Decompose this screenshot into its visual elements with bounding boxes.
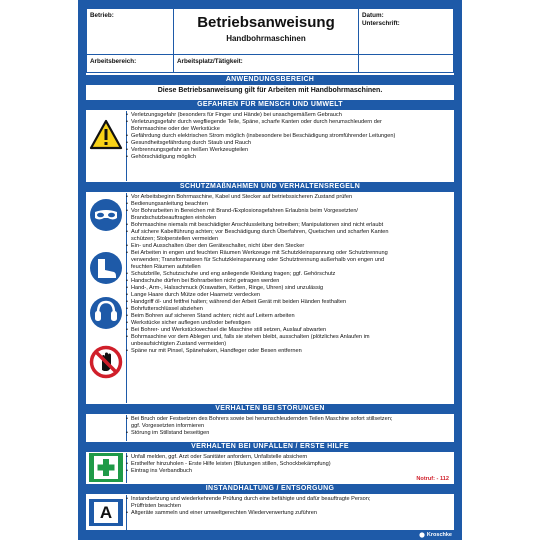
section-instandhaltung <box>86 495 454 530</box>
instandhaltung-list <box>126 496 452 517</box>
blank-field <box>358 54 454 73</box>
first-aid-icon <box>89 453 123 482</box>
list-item: verwenden; Transformatoren für Schutzkleinspannung oder Schutztrennung außerhalb von engen und <box>131 257 385 263</box>
datum-label: Datum: <box>362 12 384 19</box>
section-title-schutz: SCHUTZMAßNAHMEN UND VERHALTENSREGELN <box>86 182 454 192</box>
list-item: • Verbrennungsgefahr an heißen Werkzeugteilen <box>126 147 452 154</box>
page-title: Betriebsanweisung <box>197 14 335 31</box>
datum-field <box>358 8 454 55</box>
list-item: • Hand-, Arm-, Halsschmuck (Krawatten, Ketten, Ringe, Uhren) sind unzulässig <box>126 285 452 292</box>
unterschrift-label: Unterschrift: <box>362 20 400 27</box>
sign-content <box>86 8 454 530</box>
brand-mark-icon <box>419 532 425 538</box>
arbeitsplatz-label: Arbeitsplatz/Tätigkeit: <box>177 58 243 65</box>
list-item: • Unfall melden, ggf. Arzt oder Sanitäter anfordern, Unfallstelle absichern <box>126 454 452 461</box>
warning-triangle-icon <box>89 119 123 150</box>
list-item: • Beim Bohren auf sicheren Stand achten; nicht auf Leitern arbeiten <box>126 313 452 320</box>
list-item: • Ein- und Ausschalten über den Geräteschalter, nicht über den Stecker <box>126 243 452 250</box>
list-item: • Bohrfutterschlüssel abziehen <box>126 306 452 313</box>
section-title-stoerungen: VERHALTEN BEI STÖRUNGEN <box>86 404 454 414</box>
list-item: schützen; Stolperstellen vermeiden <box>131 236 219 242</box>
unfaelle-list <box>126 454 452 475</box>
section-title-instandhaltung: INSTANDHALTUNG / ENTSORGUNG <box>86 484 454 494</box>
list-item: • Instandsetzung und wiederkehrende Prüfung durch eine befähigte und dafür beauftragte Person; <box>126 496 452 503</box>
list-item: • Lange Haare durch Mütze oder Haarnetz verdecken <box>126 292 452 299</box>
list-item: • Vor Bohrarbeiten in Bereichen mit Brand-/Explosionsgefahren Erlaubnis beim Vorgesetzten/ <box>126 208 452 215</box>
list-item: • Schutzbrille, Schutzschuhe und eng anliegende Kleidung tragen; ggf. Gehörschutz <box>126 271 452 278</box>
list-item: Prüffristen beachten <box>131 503 181 509</box>
list-item: ggf. Vorgesetzten informieren <box>131 423 205 429</box>
no-gloves-icon <box>89 345 123 379</box>
scope-text: Diese Betriebsanweisung gilt für Arbeiten mit Handbohrmaschinen. <box>157 87 383 94</box>
list-item: • Bei Bohrer- und Werkstückwechsel die Maschine still setzen, Auslauf abwarten <box>126 327 452 334</box>
list-item: Bohrmaschine oder der Werkstücke <box>131 126 220 132</box>
arbeitsbereich-label: Arbeitsbereich: <box>90 58 137 65</box>
list-item: • Bohrmaschine niemals mit beschädigter Anschlussleitung betreiben; Manipulationen sind nicht erlaubt <box>126 222 452 229</box>
list-item: • Handschuhe dürfen bei Bohrarbeiten nicht getragen werden <box>126 278 452 285</box>
section-title-anwendung: ANWENDUNGSBEREICH <box>86 75 454 85</box>
list-item: • Bedienungsanleitung beachten <box>126 201 452 208</box>
safety-goggles-icon <box>89 198 123 232</box>
list-item: • Bohrmaschine vor dem Ablegen und, falls sie stehen bleibt, ausschalten (plötzliches Anlaufen im <box>126 334 452 341</box>
list-item: • Handgriff öl- und fettfrei halten; während der Arbeit Gerät mit beiden Händen festhalten <box>126 299 452 306</box>
schutz-list <box>126 194 452 355</box>
section-title-gefahren: GEFAHREN FÜR MENSCH UND UMWELT <box>86 100 454 110</box>
section-unfaelle <box>86 453 454 483</box>
hearing-protection-icon <box>89 296 123 330</box>
gefahren-list <box>126 112 452 161</box>
list-item: • Eintrag ins Verbandbuch <box>126 468 452 475</box>
list-item: • Vor Arbeitsbeginn Bohrmaschine, Kabel und Stecker auf betriebssicheren Zustand prüfen <box>126 194 452 201</box>
stoerungen-list <box>126 416 452 437</box>
section-schutz <box>86 193 454 403</box>
list-item: • Gesundheitsgefährdung durch Staub und Rauch <box>126 140 452 147</box>
betrieb-label: Betrieb: <box>90 12 114 19</box>
safety-sign <box>78 0 462 540</box>
betrieb-field <box>86 8 174 55</box>
brand-logo <box>419 531 452 539</box>
arbeitsplatz-field <box>173 54 359 73</box>
list-item: • Störung im Stillstand beseitigen <box>126 430 452 437</box>
list-item: • Späne nur mit Pinsel, Spänehaken, Handfeger oder Besen entfernen <box>126 348 452 355</box>
list-item: feuchten Räumen aufstellen <box>131 264 201 270</box>
list-item: • Ersthelfer hinzuholen - Erste Hilfe leisten (Blutungen stillen, Schockbekämpfung) <box>126 461 452 468</box>
list-item: • Werkstücke sicher auflegen und/oder befestigen <box>126 320 452 327</box>
list-item: • Gefährdung durch elektrischen Strom möglich (insbesondere bei Beschädigung stromführender Leitungen) <box>126 133 452 140</box>
instruction-a-icon <box>89 499 123 526</box>
brand-name: Kroschke <box>426 532 452 538</box>
list-item: • Verletzungsgefahr (besonders für Finger und Hände) bei unsachgemäßem Gebrauch <box>126 112 452 119</box>
list-item: • Verletzungsgefahr durch wegfliegende Teile, Späne, scharfe Kanten oder durch herumschleudern der <box>126 119 452 126</box>
list-item: • Gehörschädigung möglich <box>126 154 452 161</box>
emergency-number: Notruf: - 112 <box>416 476 449 482</box>
instruction-a-letter: A <box>94 502 118 523</box>
safety-boots-icon <box>89 251 123 285</box>
section-stoerungen <box>86 415 454 441</box>
list-item: • Auf sichere Kabelführung achten; vor Beschädigung durch Überfahren, Quetschen und scharfen Kanten <box>126 229 452 236</box>
list-item: unbeaufsichtigten Zustand vermeiden) <box>131 341 227 347</box>
list-item: Brandschutzbeauftragten einholen <box>131 215 217 221</box>
page-subtitle: Handbohrmaschinen <box>226 34 306 43</box>
section-title-unfaelle: VERHALTEN BEI UNFÄLLEN / ERSTE HILFE <box>86 442 454 452</box>
arbeitsbereich-field <box>86 54 174 73</box>
list-item: • Altgeräte sammeln und einer umweltgerechten Wiederverwertung zuführen <box>126 510 452 517</box>
list-item: • Bei Arbeiten in engen und feuchten Räumen Werkzeuge mit Schutzkleinspannung oder Schutztrennung <box>126 250 452 257</box>
section-gefahren <box>86 111 454 181</box>
header <box>86 8 454 73</box>
list-item: • Bei Bruch oder Festsetzen des Bohrers sowie bei herumschleudernden Teilen Maschine sofort stillsetzen; <box>126 416 452 423</box>
